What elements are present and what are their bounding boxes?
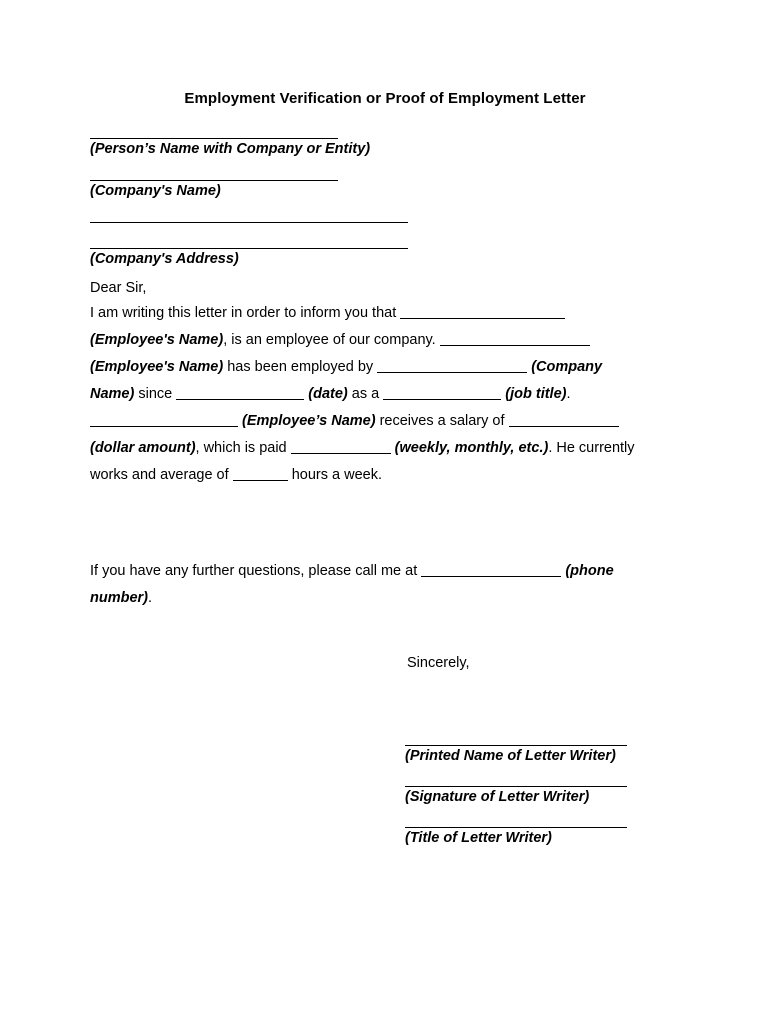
page-title: Employment Verification or Proof of Employment Letter (184, 90, 586, 107)
body-text-2b: , is an employee of our company. (223, 332, 436, 348)
body-text-8a: If you have any further questions, please call me at (90, 563, 422, 579)
letter-body (90, 300, 690, 489)
body-text-9b: . (148, 590, 153, 606)
body-line-1 (90, 300, 690, 327)
blank-employee-2 (90, 413, 238, 427)
body-text-4f: . (566, 386, 571, 402)
printed-name-label: (Printed Name of Letter Writer) (405, 748, 616, 764)
company-name-block (90, 180, 338, 199)
body-text-4c: (date) (308, 386, 348, 402)
body-text-4e: (job title) (505, 386, 567, 402)
body-text-1a: I am writing this letter in order to inform you that (90, 305, 397, 321)
body-line-3 (90, 354, 690, 381)
body-text-9a: number) (90, 590, 148, 606)
blank-phone (421, 563, 561, 577)
closing-paragraph (90, 558, 690, 612)
company-address-block (90, 248, 408, 267)
closing-salutation: Sincerely, (407, 655, 470, 671)
body-text-7b: hours a week. (287, 467, 382, 483)
body-text-5a: (Employee’s Name) (242, 413, 376, 429)
body-line-7 (90, 462, 690, 489)
company-address-rule-1-block (90, 222, 408, 223)
company-name-label: (Company's Name) (90, 183, 221, 199)
blank-salary (509, 413, 619, 427)
blank-pay-frequency (291, 440, 391, 454)
signature-label: (Signature of Letter Writer) (405, 789, 590, 805)
body-text-2a: (Employee's Name) (90, 332, 224, 348)
recipient-name-block (90, 138, 370, 157)
salutation: Dear Sir, (90, 280, 147, 296)
blank-employee-1 (440, 332, 590, 346)
body-text-3a: (Employee's Name) (90, 359, 224, 375)
body-text-4d: as a (347, 386, 384, 402)
body-line-8 (90, 558, 690, 585)
body-text-8b: (phone (565, 563, 614, 579)
blank-date (176, 386, 304, 400)
body-text-3b: has been employed by (223, 359, 378, 375)
company-address-rule-1 (90, 222, 408, 223)
blank-recipient-info (400, 305, 565, 319)
body-text-5b: receives a salary of (375, 413, 509, 429)
body-line-6 (90, 435, 690, 462)
body-text-4a: Name) (90, 386, 135, 402)
blank-job-title (383, 386, 501, 400)
body-line-9 (90, 585, 690, 612)
body-text-7a: works and average of (90, 467, 233, 483)
body-line-5 (90, 408, 690, 435)
body-line-2 (90, 327, 690, 354)
body-text-3c: (Company (531, 359, 603, 375)
title-label: (Title of Letter Writer) (405, 830, 552, 846)
blank-hours (233, 467, 288, 481)
blank-employer (377, 359, 527, 373)
body-text-6b: , which is paid (195, 440, 291, 456)
signature-block (405, 786, 627, 805)
body-text-6c: (weekly, monthly, etc.) (394, 440, 549, 456)
body-line-4 (90, 381, 690, 408)
title-block (405, 827, 627, 846)
company-address-label: (Company's Address) (90, 251, 239, 267)
printed-name-block (405, 745, 627, 764)
body-text-6d: . He currently (548, 440, 635, 456)
recipient-name-label: (Person’s Name with Company or Entity) (90, 141, 371, 157)
body-text-6a: (dollar amount) (90, 440, 196, 456)
body-text-4b: since (134, 386, 177, 402)
